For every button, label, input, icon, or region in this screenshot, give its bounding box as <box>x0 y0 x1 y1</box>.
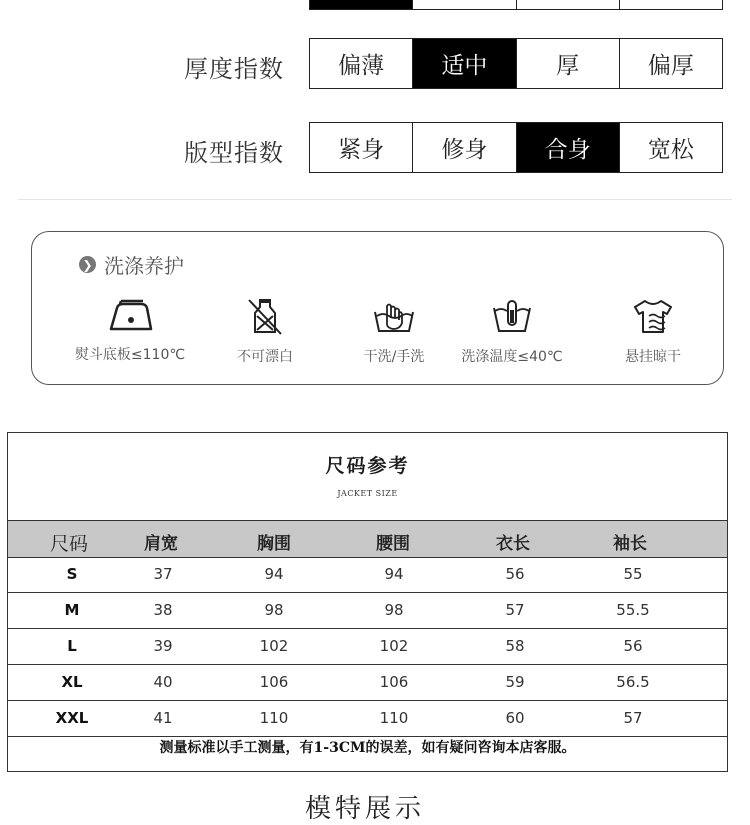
waist-cell: 110 <box>379 709 409 727</box>
length-cell: 57 <box>505 601 525 619</box>
col-header-shoulder: 肩宽 <box>144 534 178 554</box>
col-header-waist: 腰围 <box>376 534 410 554</box>
thickness-option-thin: 偏薄 <box>310 39 413 88</box>
waist-cell: 94 <box>384 565 404 583</box>
fit-option-tight: 紧身 <box>310 123 413 172</box>
chest-cell: 102 <box>259 637 289 655</box>
care-item-hang-dry <box>583 298 723 366</box>
sleeve-cell: 55 <box>623 565 643 583</box>
care-item-label: 洗涤温度≤40℃ <box>461 349 563 365</box>
col-header-sleeve: 袖长 <box>613 534 647 554</box>
chest-cell: 106 <box>259 673 289 691</box>
length-cell: 60 <box>505 709 525 727</box>
table-row <box>8 556 727 593</box>
length-cell: 56 <box>505 565 525 583</box>
chest-cell: 94 <box>264 565 284 583</box>
waist-cell: 106 <box>379 673 409 691</box>
thickness-option-thick: 厚 <box>517 39 620 88</box>
cut-off-option <box>310 0 413 9</box>
no-bleach-icon <box>245 298 285 336</box>
fit-option-loose: 宽松 <box>647 137 694 163</box>
size-table-title: 尺码参考 <box>325 455 410 477</box>
care-item-wash-temp <box>442 298 582 366</box>
size-cell: L <box>67 637 77 655</box>
sleeve-cell: 55.5 <box>616 601 650 619</box>
cut-off-option <box>620 0 722 9</box>
sleeve-cell: 56 <box>623 637 643 655</box>
cut-off-option <box>413 0 516 9</box>
shoulder-cell: 40 <box>153 673 173 691</box>
cut-off-option-row <box>309 0 723 10</box>
care-item-label: 悬挂晾干 <box>625 349 681 365</box>
size-cell: M <box>64 601 80 619</box>
care-instructions-box <box>31 231 724 385</box>
care-item-label: 干洗/手洗 <box>363 349 425 365</box>
col-header-chest: 胸围 <box>257 534 291 554</box>
care-item-iron <box>60 298 200 364</box>
care-title <box>79 250 184 279</box>
care-title-text: 洗涤养护 <box>104 254 184 278</box>
table-row <box>8 628 727 665</box>
care-item-label: 熨斗底板≤110℃ <box>74 347 186 363</box>
section-divider <box>18 199 732 200</box>
table-row <box>8 592 727 629</box>
chevron-right-icon: ❯ <box>79 256 96 273</box>
fit-index-options <box>309 122 723 173</box>
fit-option-regular: 合身 <box>517 123 620 172</box>
table-row <box>8 664 727 701</box>
col-header-length: 衣长 <box>496 534 530 554</box>
thickness-index-options <box>309 38 723 89</box>
next-section-title: 模特展示 <box>305 794 426 824</box>
length-cell: 59 <box>505 673 525 691</box>
care-item-label: 不可漂白 <box>237 349 293 365</box>
care-item-no-bleach <box>195 298 335 366</box>
sleeve-cell: 56.5 <box>616 673 650 691</box>
shoulder-cell: 37 <box>153 565 173 583</box>
fit-option-slim: 修身 <box>413 123 516 172</box>
shoulder-cell: 39 <box>153 637 173 655</box>
size-reference-table <box>7 432 728 772</box>
size-cell: XXL <box>55 709 89 727</box>
length-cell: 58 <box>505 637 525 655</box>
waist-cell: 102 <box>379 637 409 655</box>
cut-off-option <box>517 0 620 9</box>
waist-cell: 98 <box>384 601 404 619</box>
thickness-option-medium: 适中 <box>413 39 516 88</box>
fit-index-label: 版型指数 <box>184 139 284 167</box>
hand-wash-icon <box>370 298 418 336</box>
measurement-note: 测量标准以手工测量，有1-3CM的误差，如有疑问咨询本店客服。 <box>159 740 576 756</box>
col-header-size: 尺码 <box>49 533 89 555</box>
size-table-header <box>8 520 727 558</box>
size-cell: XL <box>61 673 83 691</box>
wash-temp-icon <box>490 298 534 336</box>
hang-dry-icon <box>631 298 675 336</box>
chest-cell: 98 <box>264 601 284 619</box>
table-row <box>8 700 727 737</box>
chest-cell: 110 <box>259 709 289 727</box>
size-cell: S <box>66 565 78 583</box>
thickness-index-label: 厚度指数 <box>184 55 284 83</box>
thickness-option-very-thick: 偏厚 <box>647 53 694 79</box>
size-table-subtitle: JACKET SIZE <box>337 489 398 498</box>
shoulder-cell: 38 <box>153 601 173 619</box>
shoulder-cell: 41 <box>153 709 173 727</box>
sleeve-cell: 57 <box>623 709 643 727</box>
iron-icon <box>105 298 155 334</box>
